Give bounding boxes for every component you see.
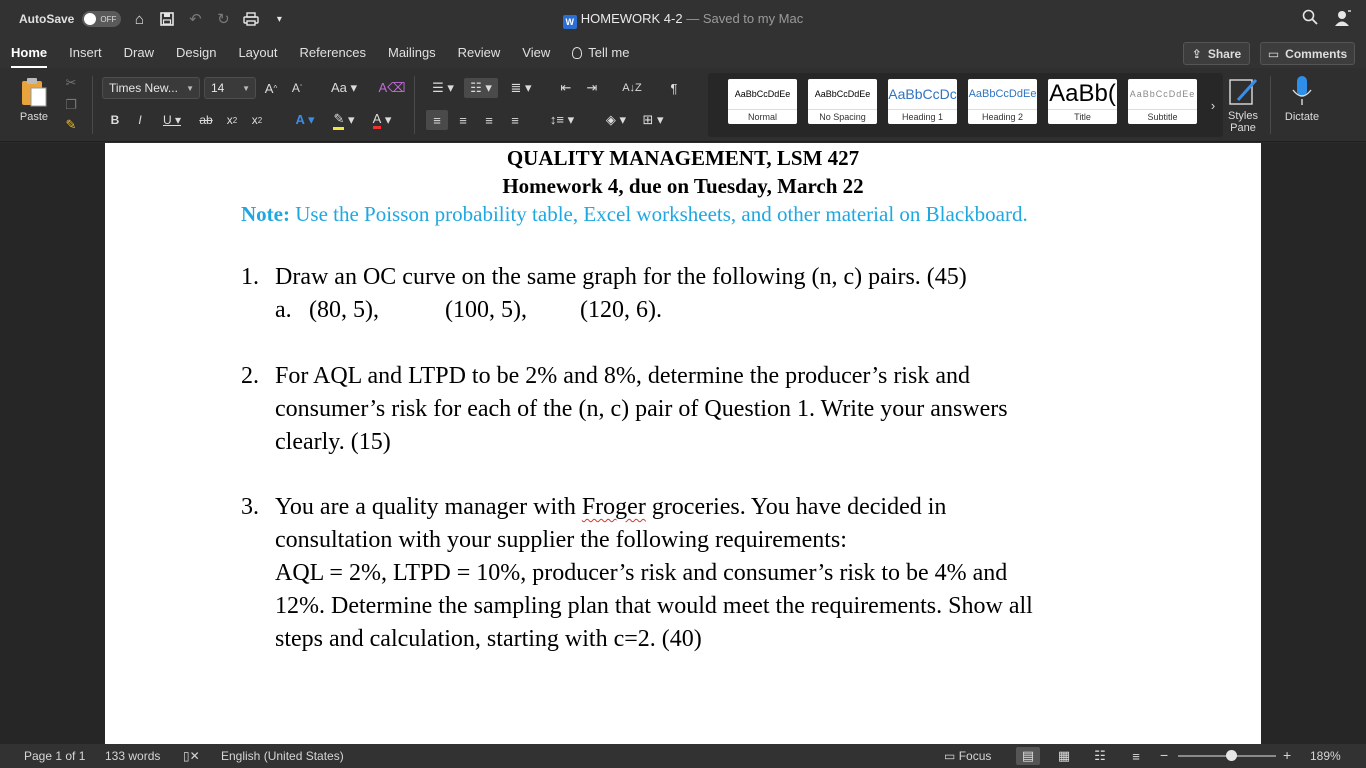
tab-references[interactable]: References — [299, 45, 366, 60]
divider — [1270, 76, 1271, 134]
word-count[interactable]: 133 words — [105, 749, 161, 763]
line-spacing-icon[interactable]: ↕≡ ▾ — [549, 112, 575, 127]
spelling-error-word[interactable]: Froger — [581, 494, 646, 520]
borders-icon[interactable]: ⊞ ▾ — [642, 112, 664, 127]
document-name: HOMEWORK 4-2 — [580, 11, 683, 26]
question-2-line-1: For AQL and LTPD to be 2% and 8%, determine the producer’s risk and — [275, 363, 970, 389]
save-status: — Saved to my Mac — [686, 11, 804, 26]
tab-layout[interactable]: Layout — [238, 45, 278, 60]
style-heading-1[interactable]: AaBbCcDc Heading 1 — [888, 79, 957, 124]
redo-icon[interactable]: ↻ — [217, 11, 230, 28]
bold-icon[interactable]: B — [110, 113, 120, 127]
font-size-select[interactable]: 14 ▼ — [204, 77, 256, 99]
web-layout-view-icon[interactable]: ▦ — [1057, 748, 1071, 763]
font-color-icon[interactable]: A ▾ — [372, 111, 392, 127]
question-1a-pair-2: (100, 5), — [445, 297, 527, 323]
paste-button[interactable] — [12, 74, 56, 110]
style-subtitle[interactable]: AaBbCcDdEe Subtitle — [1128, 79, 1197, 124]
question-2-number: 2. — [241, 363, 259, 389]
question-2-line-3: clearly. (15) — [275, 429, 391, 455]
lightbulb-icon — [572, 47, 582, 59]
align-center-icon[interactable]: ≡ — [459, 112, 467, 128]
undo-icon[interactable]: ↶ — [189, 11, 202, 28]
grow-font-icon[interactable]: A ^ — [264, 80, 278, 96]
subscript-icon[interactable]: x 2 — [226, 113, 238, 127]
underline-icon[interactable]: U ▾ — [162, 113, 182, 127]
word-doc-icon: W — [563, 15, 577, 29]
font-name-select[interactable]: Times New... ▼ — [102, 77, 200, 99]
tab-home[interactable]: Home — [0, 38, 58, 68]
cut-icon[interactable]: ✂ — [65, 75, 77, 90]
styles-pane-label: Styles Pane — [1228, 110, 1258, 134]
shading-icon[interactable]: ◈ ▾ — [605, 112, 627, 127]
question-3-line-3: AQL = 2%, LTPD = 10%, producer’s risk and consumer’s risk to be 4% and — [275, 560, 1008, 586]
styles-pane-icon[interactable] — [1226, 74, 1260, 108]
print-icon[interactable] — [241, 10, 261, 28]
question-3-line-1: You are a quality manager with Froger groceries. You have decided in — [275, 494, 947, 520]
tab-mailings[interactable]: Mailings — [387, 45, 436, 60]
styles-gallery — [708, 73, 1223, 137]
superscript-icon[interactable]: x 2 — [251, 113, 263, 127]
format-painter-icon[interactable]: ✎ — [65, 117, 77, 132]
paste-label: Paste — [19, 111, 49, 123]
bullets-icon[interactable]: ☰ ▾ — [432, 80, 454, 95]
home-icon[interactable]: ⌂ — [134, 10, 144, 28]
comments-button[interactable]: ▭ Comments — [1260, 42, 1355, 65]
share-button[interactable]: ⇪ Share — [1183, 42, 1250, 65]
zoom-percentage[interactable]: 189% — [1310, 749, 1341, 763]
justify-icon[interactable]: ≡ — [511, 112, 519, 128]
style-normal[interactable]: AaBbCcDdEe Normal — [728, 79, 797, 124]
print-layout-view-icon[interactable]: ▤ — [1016, 747, 1040, 765]
autosave-toggle[interactable]: OFF — [82, 11, 121, 27]
increase-indent-icon[interactable]: ⇥ — [586, 80, 598, 95]
change-case-icon[interactable]: Aa ▾ — [330, 80, 358, 95]
tab-insert[interactable]: Insert — [69, 45, 102, 60]
shrink-font-icon[interactable]: A ˇ — [291, 81, 303, 95]
ribbon-home — [0, 68, 1366, 142]
title-bar — [0, 0, 1366, 38]
divider — [414, 76, 415, 134]
question-1-text: Draw an OC curve on the same graph for the following (n, c) pairs. (45) — [275, 264, 967, 290]
sort-icon[interactable]: A↓Z — [622, 82, 642, 94]
tab-draw[interactable]: Draw — [123, 45, 154, 60]
draft-view-icon[interactable]: ≡ — [1132, 748, 1140, 764]
italic-icon[interactable]: I — [138, 113, 142, 127]
microphone-icon[interactable] — [1288, 74, 1316, 108]
question-3-line-5: steps and calculation, starting with c=2. (40) — [275, 626, 702, 652]
divider — [92, 76, 93, 134]
autosave-label: AutoSave — [19, 12, 75, 26]
clear-formatting-icon[interactable]: A⌫ — [378, 80, 406, 95]
question-2-line-2: consumer’s risk for each of the (n, c) pair of Question 1. Write your answers — [275, 396, 1008, 422]
tell-me-search[interactable]: Tell me — [561, 38, 640, 68]
document-subtitle: Homework 4, due on Tuesday, March 22 — [502, 174, 864, 198]
zoom-slider-thumb[interactable] — [1226, 750, 1237, 761]
style-heading-2[interactable]: AaBbCcDdEe Heading 2 — [968, 79, 1037, 124]
comment-icon: ▭ — [1267, 46, 1280, 61]
question-3-line-4: 12%. Determine the sampling plan that would meet the requirements. Show all — [275, 593, 1033, 619]
question-1a-pair-1: (80, 5), — [309, 297, 379, 323]
question-3-number: 3. — [241, 494, 259, 520]
question-1-number: 1. — [241, 264, 259, 290]
style-title[interactable]: AaBb( Title — [1049, 80, 1116, 122]
align-left-icon[interactable]: ≡ — [426, 110, 448, 130]
text-effects-icon[interactable]: A ▾ — [295, 112, 315, 127]
share-icon: ⇪ — [1191, 46, 1202, 61]
focus-icon: ▭ — [944, 749, 956, 763]
document-title: QUALITY MANAGEMENT, LSM 427 — [506, 146, 860, 170]
copy-icon[interactable]: ❐ — [65, 97, 77, 112]
show-formatting-marks-icon[interactable]: ¶ — [670, 80, 678, 96]
tab-view[interactable]: View — [522, 45, 551, 60]
account-icon[interactable] — [1334, 9, 1352, 30]
styles-more-chevron-icon[interactable]: › — [1210, 97, 1216, 113]
multilevel-list-icon[interactable]: ≣ ▾ — [510, 80, 532, 95]
question-1a-pair-3: (120, 6). — [580, 297, 662, 323]
tab-design[interactable]: Design — [175, 45, 217, 60]
note-text: Use the Poisson probability table, Excel worksheets, and other material on Blackboard. — [289, 202, 1028, 226]
language-indicator[interactable]: English (United States) — [221, 749, 344, 763]
zoom-in-icon[interactable]: + — [1283, 747, 1292, 763]
highlight-color-icon[interactable]: ✎ ▾ — [327, 110, 361, 130]
question-3-line-2: consultation with your supplier the following requirements: — [275, 527, 847, 553]
tab-review[interactable]: Review — [457, 45, 501, 60]
numbering-icon[interactable]: ☷ ▾ — [464, 78, 498, 98]
proofing-icon[interactable]: ▯✕ — [183, 749, 200, 763]
page-count[interactable]: Page 1 of 1 — [24, 749, 86, 763]
focus-mode-button[interactable]: ▭ Focus — [944, 749, 992, 763]
strikethrough-icon[interactable]: ab — [199, 113, 213, 127]
ribbon-tabs — [0, 38, 1366, 68]
document-page[interactable] — [105, 143, 1261, 744]
document-canvas — [0, 143, 1366, 744]
note-line — [241, 202, 1028, 227]
dictate-label: Dictate — [1284, 111, 1320, 123]
style-no-spacing[interactable]: AaBbCcDdEe No Spacing — [808, 79, 877, 124]
zoom-out-icon[interactable]: − — [1160, 747, 1169, 763]
decrease-indent-icon[interactable]: ⇤ — [560, 80, 572, 95]
save-icon[interactable] — [157, 10, 177, 28]
note-label: Note: — [241, 202, 290, 226]
customize-toolbar-icon[interactable]: ▾ — [276, 13, 282, 25]
status-bar — [0, 744, 1366, 768]
outline-view-icon[interactable]: ☷ — [1094, 748, 1106, 763]
question-1a-label: a. — [275, 297, 292, 323]
search-icon[interactable] — [1302, 9, 1318, 30]
align-right-icon[interactable]: ≡ — [485, 112, 493, 128]
